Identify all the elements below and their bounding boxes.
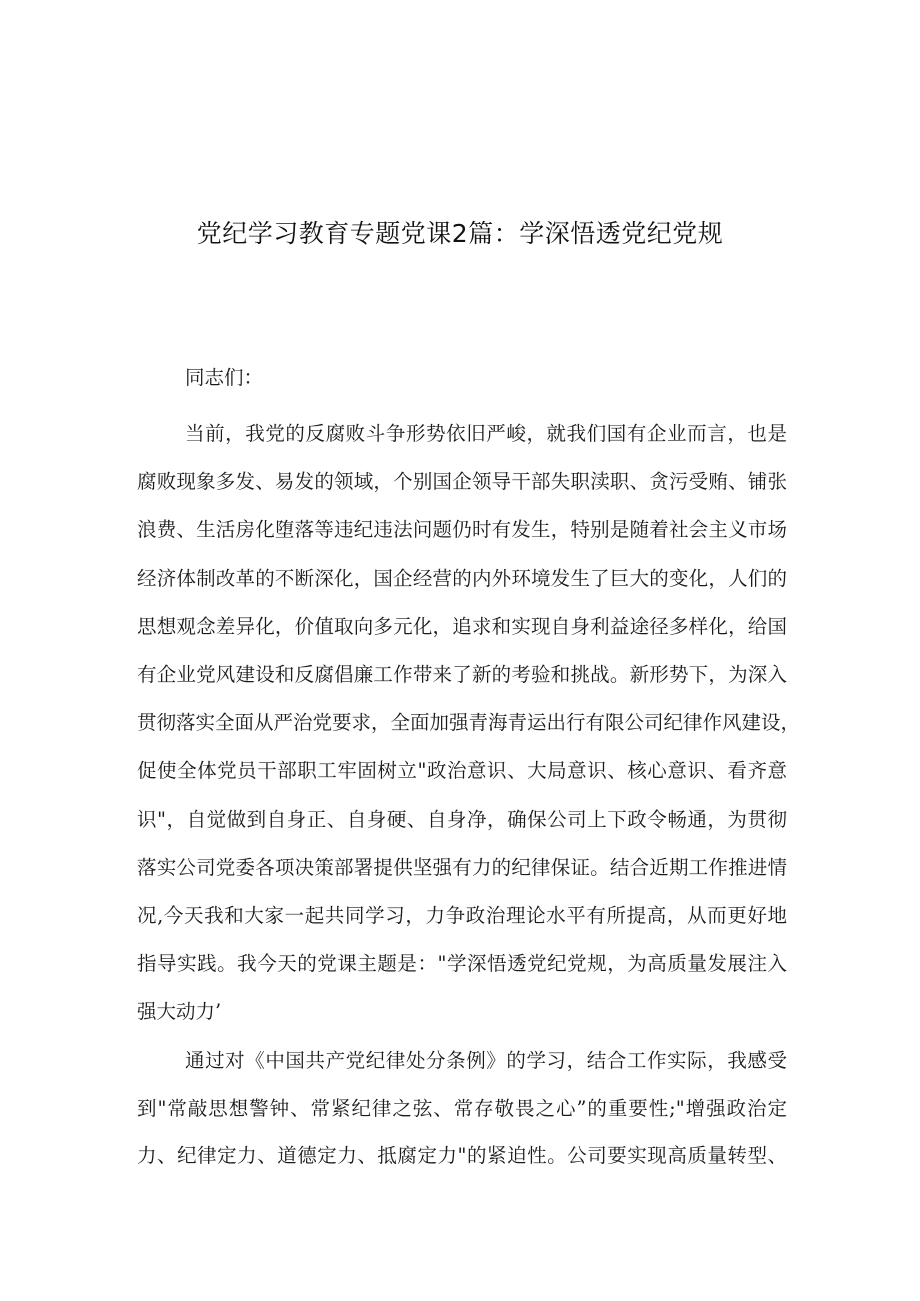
paragraph-1-line: 有企业党风建设和反腐倡廉工作带来了新的考验和挑战。新形势下，为深入 <box>137 663 787 687</box>
document-title: 党纪学习教育专题党课2篇：学深悟透党纪党规 <box>196 219 724 248</box>
paragraph-2-line: 到"常敲思想警钟、常紧纪律之弦、常存敬畏之心”的重要性;"增强政治定 <box>137 1096 787 1120</box>
paragraph-1-line: 思想观念差异化，价值取向多元化，追求和实现自身利益途径多样化，给国 <box>137 614 787 638</box>
paragraph-1-line: 落实公司党委各项决策部署提供坚强有力的纪律保证。结合近期工作推进情 <box>137 855 787 879</box>
paragraph-1-line: 贯彻落实全面从严治党要求，全面加强青海青运出行有限公司纪律作风建设， <box>137 711 801 735</box>
paragraph-2 <box>137 1037 787 1180</box>
paragraph-1-line: 经济体制改革的不断深化，国企经营的内外环境发生了巨大的变化，人们的 <box>137 566 787 590</box>
paragraph-1 <box>137 410 801 1037</box>
paragraph-1-line: 况,今天我和大家一起共同学习，力争政治理论水平有所提高，从而更好地 <box>137 904 787 928</box>
paragraph-1-line: 腐败现象多发、易发的领域，个别国企领导干部失职渎职、贪污受贿、铺张 <box>137 470 787 494</box>
salutation: 同志们： <box>185 366 264 389</box>
paragraph-2-line: 力、纪律定力、道德定力、抵腐定力"的紧迫性。公司要实现高质量转型、 <box>137 1144 787 1167</box>
paragraph-1-line: 促使全体党员干部职工牢固树立"政治意识、大局意识、核心意识、看齐意 <box>137 759 787 783</box>
paragraph-1-line: 识"，自觉做到自身正、自身硬、自身净，确保公司上下政令畅通，为贯彻 <box>137 807 787 831</box>
paragraph-1-line: 指导实践。我今天的党课主题是："学深悟透党纪党规，为高质量发展注入 <box>137 952 787 976</box>
paragraph-1-line: 当前，我党的反腐败斗争形势依旧严峻，就我们国有企业而言，也是 <box>185 422 787 445</box>
paragraph-1-line: 浪费、生活房化堕落等违纪违法问题仍时有发生，特别是随着社会主义市场 <box>137 518 787 542</box>
paragraph-2-line: 通过对《中国共产党纪律处分条例》的学习，结合工作实际，我感受 <box>185 1049 787 1072</box>
paragraph-1-line: 强大动力’ <box>137 1000 222 1024</box>
